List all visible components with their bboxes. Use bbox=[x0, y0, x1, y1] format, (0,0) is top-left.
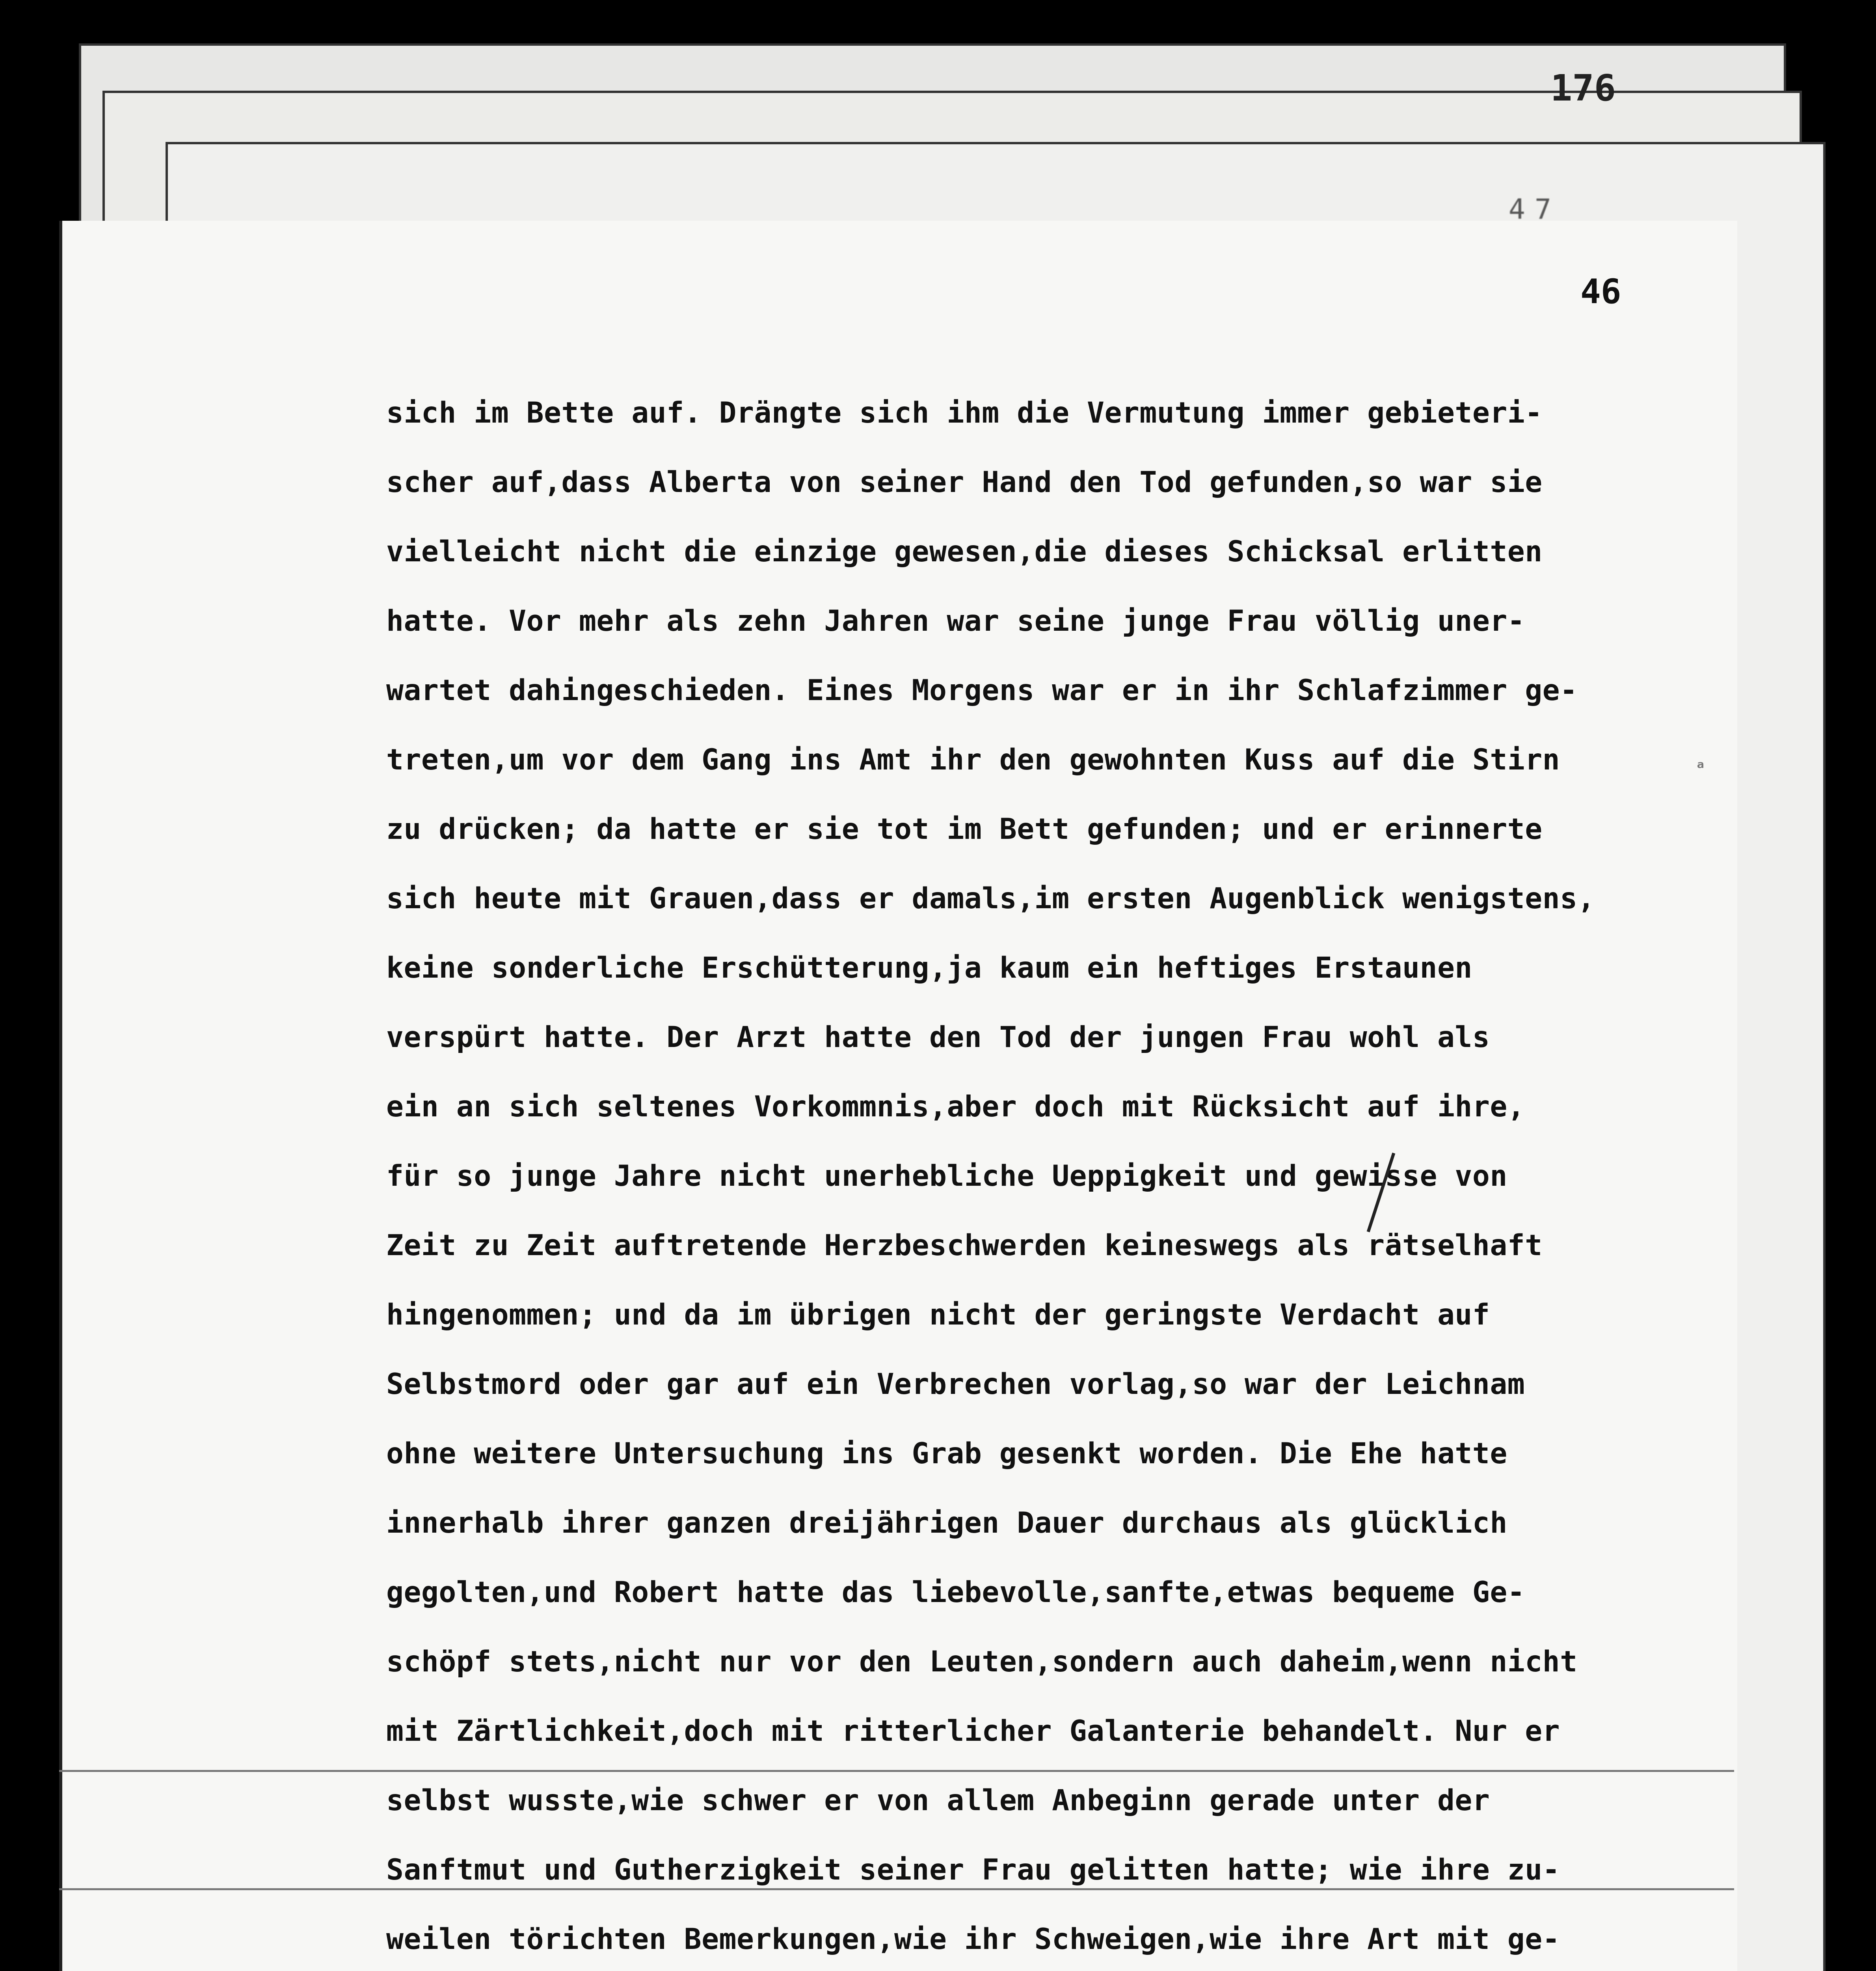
text-line: hatte. Vor mehr als zehn Jahren war seine junge Frau völlig uner- bbox=[386, 604, 1525, 638]
text-line: ohne weitere Untersuchung ins Grab gesenkt worden. Die Ehe hatte bbox=[386, 1437, 1508, 1470]
margin-mark: ᵃ bbox=[1695, 757, 1706, 779]
text-line: sich im Bette auf. Drängte sich ihm die Vermutung immer gebieteri- bbox=[386, 396, 1543, 430]
text-line: Zeit zu Zeit auftretende Herzbeschwerden keineswegs als rätselhaft bbox=[386, 1229, 1543, 1262]
text-line: für so junge Jahre nicht unerhebliche Ueppigkeit und gewisse von bbox=[386, 1159, 1508, 1193]
text-line: Sanftmut und Gutherzigkeit seiner Frau gelitten hatte; wie ihre zu- bbox=[386, 1853, 1560, 1887]
text-line: zu drücken; da hatte er sie tot im Bett gefunden; und er erinnerte bbox=[386, 812, 1543, 846]
text-line: treten,um vor dem Gang ins Amt ihr den gewohnten Kuss auf die Stirn bbox=[386, 743, 1560, 777]
text-line: keine sonderliche Erschütterung,ja kaum ein heftiges Erstaunen bbox=[386, 951, 1472, 985]
text-line: mit Zärtlichkeit,doch mit ritterlicher Galanterie behandelt. Nur er bbox=[386, 1714, 1560, 1748]
text-line: sich heute mit Grauen,dass er damals,im ersten Augenblick wenigstens, bbox=[386, 882, 1595, 915]
text-line: vielleicht nicht die einzige gewesen,die dieses Schicksal erlitten bbox=[386, 535, 1543, 568]
text-line: scher auf,dass Alberta von seiner Hand den Tod gefunden,so war sie bbox=[386, 466, 1543, 499]
text-line: schöpf stets,nicht nur vor den Leuten,sondern auch daheim,wenn nicht bbox=[386, 1645, 1578, 1679]
text-line: ein an sich seltenes Vorkommnis,aber doch mit Rücksicht auf ihre, bbox=[386, 1090, 1525, 1123]
text-line: hingenommen; und da im übrigen nicht der geringste Verdacht auf bbox=[386, 1298, 1490, 1332]
text-line: Selbstmord oder gar auf ein Verbrechen vorlag,so war der Leichnam bbox=[386, 1367, 1525, 1401]
page-number: 46 bbox=[1580, 272, 1621, 311]
text-line: selbst wusste,wie schwer er von allem Anbeginn gerade unter der bbox=[386, 1784, 1490, 1817]
text-line: wartet dahingeschieden. Eines Morgens war er in ihr Schlafzimmer ge- bbox=[386, 674, 1578, 707]
bleed-through-header bbox=[166, 189, 1569, 276]
corner-page-number: 176 bbox=[1550, 67, 1616, 109]
header-bleed-number: 47 bbox=[1508, 193, 1561, 225]
text-line: weilen törichten Bemerkungen,wie ihr Schweigen,wie ihre Art mit ge- bbox=[386, 1923, 1560, 1956]
text-line: gegolten,und Robert hatte das liebevolle,sanfte,etwas bequeme Ge- bbox=[386, 1576, 1525, 1609]
text-line: verspürt hatte. Der Arzt hatte den Tod der jungen Frau wohl als bbox=[386, 1021, 1490, 1054]
text-line: innerhalb ihrer ganzen dreijährigen Dauer durchaus als glücklich bbox=[386, 1506, 1508, 1540]
body-text bbox=[386, 378, 1695, 1971]
